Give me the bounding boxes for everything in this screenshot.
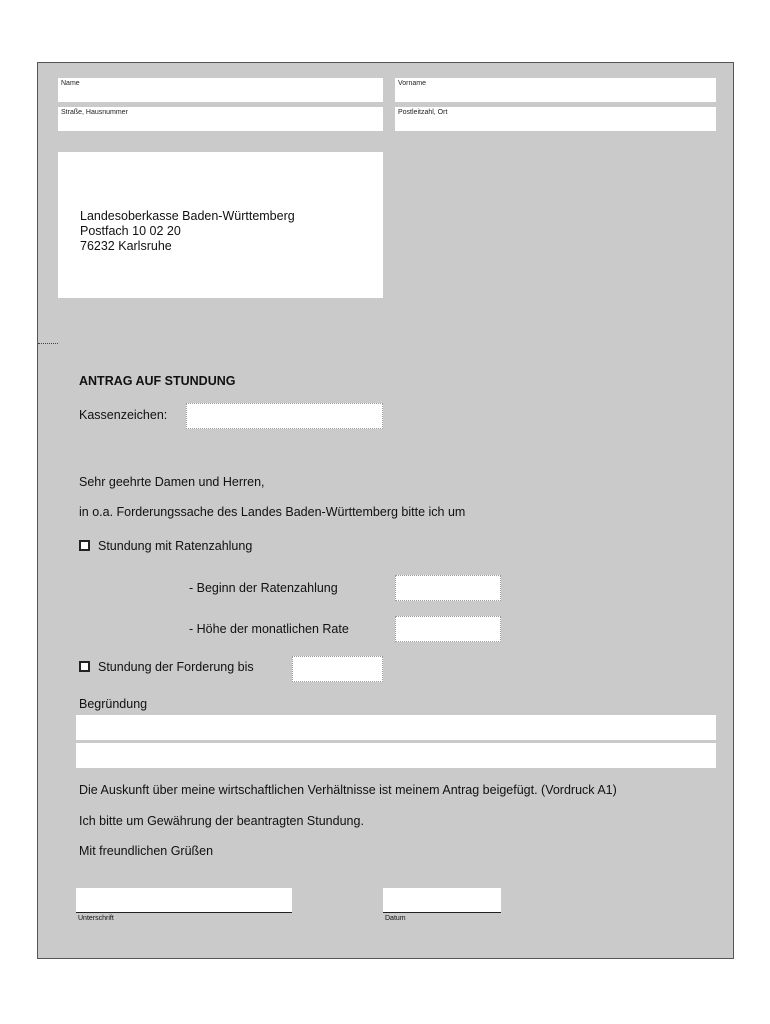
- auskunft-text: Die Auskunft über meine wirtschaftlichen Verhältnisse ist meinem Antrag beigefügt. (Vordruck A1): [79, 783, 617, 797]
- strasse-field[interactable]: [58, 107, 383, 131]
- hoehe-rate-label: - Höhe der monatlichen Rate: [189, 622, 349, 636]
- bitte-text: Ich bitte um Gewährung der beantragten Stundung.: [79, 814, 364, 828]
- fold-mark: [38, 343, 58, 344]
- plz-ort-field[interactable]: [395, 107, 716, 131]
- name-field[interactable]: [58, 78, 383, 102]
- datum-line: [383, 912, 501, 913]
- plz-ort-label: Postleitzahl, Ort: [398, 109, 448, 116]
- kassenzeichen-input[interactable]: [186, 403, 383, 429]
- address-line-1: Landesoberkasse Baden-Württemberg: [80, 209, 295, 223]
- begruendung-line-2[interactable]: [76, 743, 716, 768]
- unterschrift-line: [76, 912, 292, 913]
- datum-label: Datum: [385, 915, 406, 922]
- hoehe-rate-input[interactable]: [395, 616, 501, 642]
- address-line-3: 76232 Karlsruhe: [80, 239, 172, 253]
- stundung-bis-input[interactable]: [292, 656, 383, 682]
- beginn-ratenzahlung-input[interactable]: [395, 575, 501, 601]
- datum-input[interactable]: [383, 888, 501, 912]
- unterschrift-label: Unterschrift: [78, 915, 114, 922]
- stundung-form: [37, 62, 734, 959]
- strasse-label: Straße, Hausnummer: [61, 109, 128, 116]
- greeting-text: Sehr geehrte Damen und Herren,: [79, 475, 265, 489]
- stundung-bis-label: Stundung der Forderung bis: [98, 660, 254, 674]
- form-title: ANTRAG AUF STUNDUNG: [79, 374, 236, 388]
- vorname-field[interactable]: [395, 78, 716, 102]
- vorname-label: Vorname: [398, 80, 427, 87]
- name-label: Name: [61, 80, 80, 87]
- intro-text: in o.a. Forderungssache des Landes Baden-Württemberg bitte ich um: [79, 505, 466, 519]
- begruendung-label: Begründung: [79, 697, 148, 711]
- ratenzahlung-checkbox[interactable]: [79, 540, 90, 551]
- stundung-bis-checkbox[interactable]: [79, 661, 90, 672]
- recipient-address-box: [58, 152, 383, 298]
- address-line-2: Postfach 10 02 20: [80, 224, 181, 238]
- beginn-ratenzahlung-label: - Beginn der Ratenzahlung: [189, 581, 338, 595]
- kassenzeichen-label: Kassenzeichen:: [79, 408, 168, 422]
- ratenzahlung-label: Stundung mit Ratenzahlung: [98, 539, 253, 553]
- unterschrift-input[interactable]: [76, 888, 292, 912]
- begruendung-line-1[interactable]: [76, 715, 716, 740]
- closing-text: Mit freundlichen Grüßen: [79, 844, 214, 858]
